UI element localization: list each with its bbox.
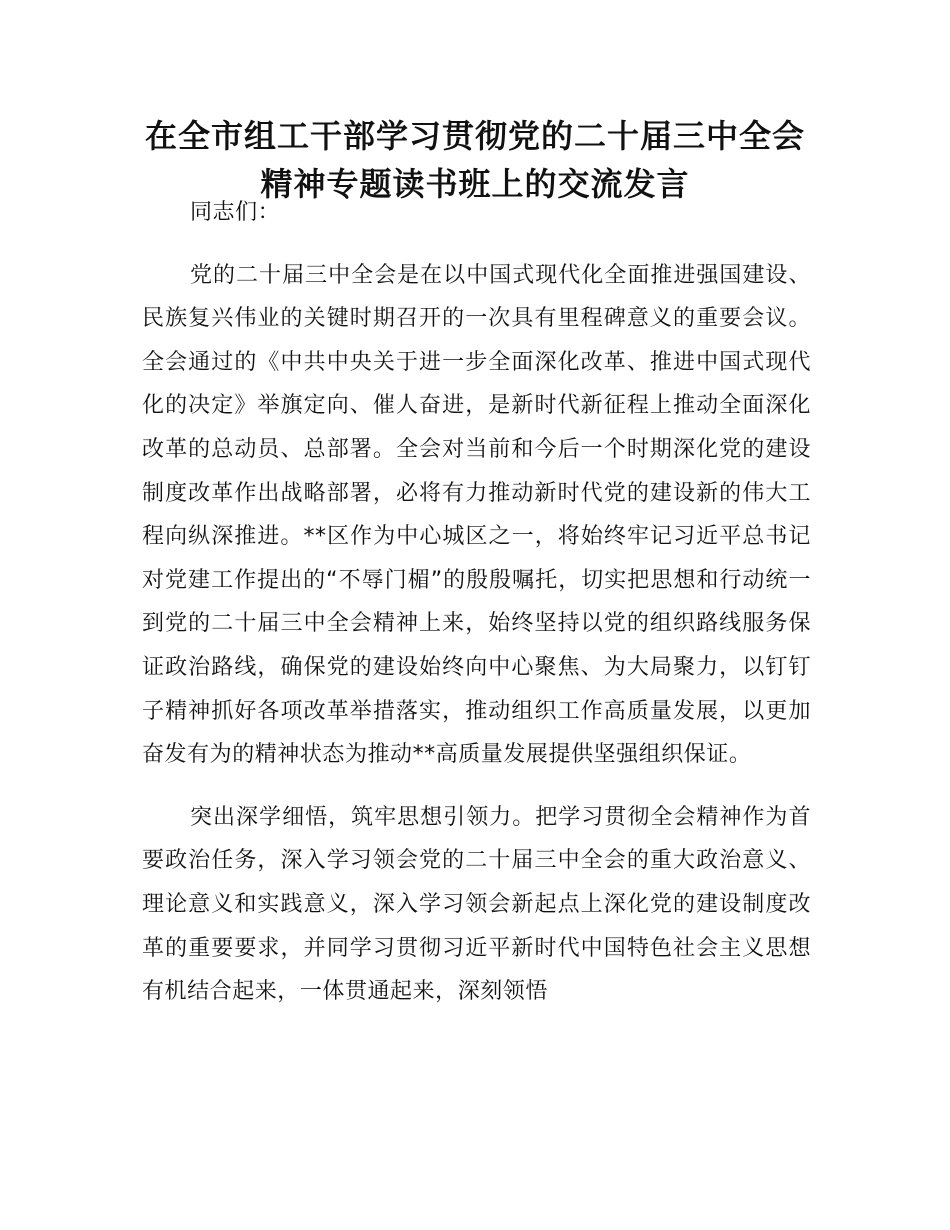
document-body — [142, 191, 811, 1014]
paragraph-1: 党的二十届三中全会是在以中国式现代化全面推进强国建设、民族复兴伟业的关键时期召开的一次具有里程碑意义的重要会议。全会通过的《中共中央关于进一步全面深化改革、推进中国式现代化的决定》举旗定向、催人奋进，是新时代新征程上推动全面深化改革的总动员、总部署。全会对当前和今后一个时期深化党的建设制度改革作出战略部署，必将有力推动新时代党的建设新的伟大工程向纵深推进。**区作为中心城区之一，将始终牢记习近平总书记对党建工作提出的“不辱门楣”的殷殷嘱托，切实把思想和行动统一到党的二十届三中全会精神上来，始终坚持以党的组织路线服务保证政治路线，确保党的建设始终向中心聚焦、为大局聚力，以钉钉子精神抓好各项改革举措落实，推动组织工作高质量发展，以更加奋发有为的精神状态为推动**高质量发展提供坚强组织保证。 — [142, 262, 811, 768]
title-line-2: 精神专题读书班上的交流发言 — [260, 165, 690, 203]
salutation: 同志们： — [190, 200, 281, 225]
paragraph-2: 突出深学细悟，筑牢思想引领力。把学习贯彻全会精神作为首要政治任务，深入学习领会党的二十届三中全会的重大政治意义、理论意义和实践意义，深入学习领会新起点上深化党的建设制度改革的重要要求，并同学习贯彻习近平新时代中国特色社会主义思想有机结合起来，一体贯通起来，深刻领悟 — [142, 804, 811, 1005]
title-line-1: 在全市组工干部学习贯彻党的二十届三中全会 — [144, 117, 805, 155]
